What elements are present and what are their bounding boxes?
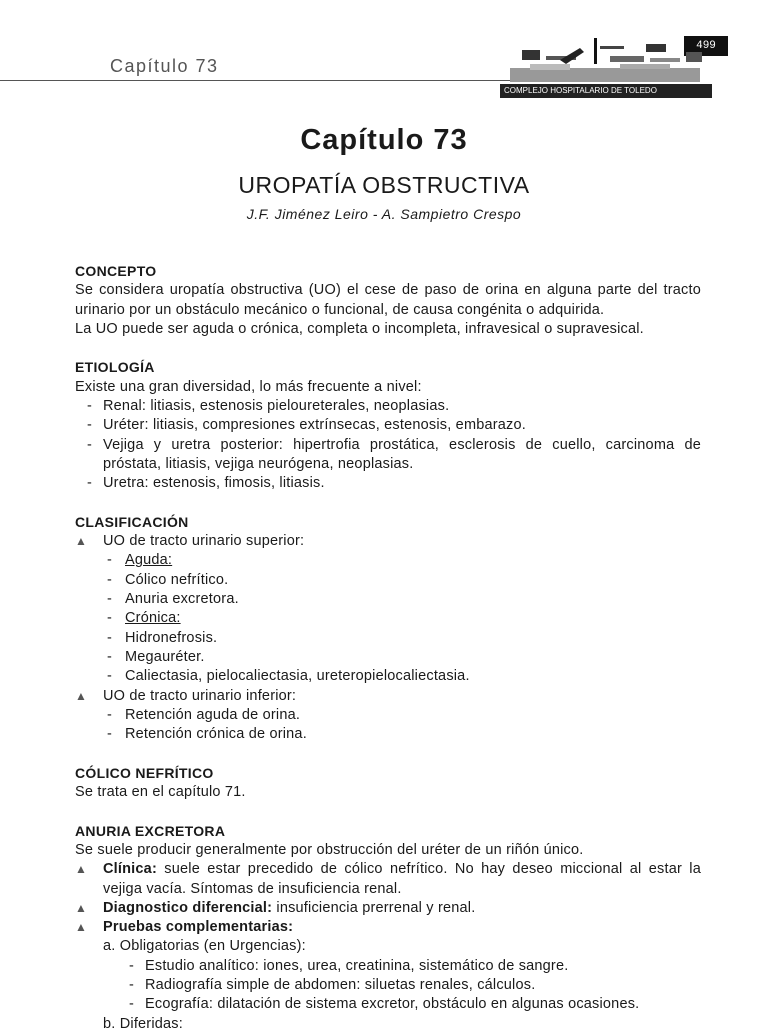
list-item [75, 551, 701, 570]
list-item: - Caliectasia, pielocaliectasia, ureteropielocaliectasia. [75, 667, 701, 686]
list-item: - Retención aguda de orina. [75, 706, 701, 725]
paragraph: Existe una gran diversidad, lo más frecuente a nivel: [75, 378, 422, 395]
paragraph: Se considera uropatía obstructiva (UO) el cese de paso de orina en alguna parte del tracto urinario por un obstáculo mecánico o funcional, de causa congénita o adquirida. [75, 282, 701, 318]
authors: J.F. Jiménez Leiro - A. Sampietro Crespo [246, 206, 522, 222]
label-aguda: Aguda: [125, 552, 173, 569]
list-item [75, 899, 701, 918]
heading-anuria: ANURIA EXCRETORA [75, 822, 226, 839]
label-diagnostico: Diagnostico diferencial: [103, 899, 273, 916]
paragraph: La UO puede ser aguda o crónica, completa o incompleta, infravesical o supravesical. [75, 320, 644, 337]
list-item: - Ecografía: dilatación de sistema excretor, obstáculo en algunas ocasiones. [75, 995, 701, 1014]
list-item: - Estudio analítico: iones, urea, creatinina, sistemático de sangre. [75, 957, 701, 976]
list-item: b. Diferidas: [103, 1015, 183, 1032]
paragraph: Se trata en el capítulo 71. [75, 784, 246, 801]
list-item: - Hidronefrosis. [75, 629, 701, 648]
label-clinica: Clínica: [103, 861, 157, 878]
running-head: Capítulo 73 [110, 56, 219, 76]
list-item: - Vejiga y uretra posterior: hipertrofia prostática, esclerosis de cuello, carcinoma de próstata, litiasis, vejiga neurógena, neoplasias. [75, 436, 701, 475]
diag-text: insuficiencia prerrenal y renal. [276, 899, 476, 916]
logo-text: COMPLEJO HOSPITALARIO DE TOLEDO [504, 86, 657, 95]
heading-concepto: CONCEPTO [75, 263, 157, 279]
header-rule [0, 80, 520, 81]
list-item: - Uretra: estenosis, fimosis, litiasis. [75, 474, 701, 493]
list-item: - Uréter: litiasis, compresiones extrínsecas, estenosis, embarazo. [75, 416, 701, 435]
list-item: - Anuria excretora. [75, 590, 701, 609]
list-item [75, 860, 701, 899]
label-pruebas: Pruebas complementarias: [103, 919, 294, 936]
paragraph: Se suele producir generalmente por obstrucción del uréter de un riñón único. [75, 841, 584, 858]
heading-colico: CÓLICO NEFRÍTICO [75, 764, 214, 781]
list-item: - Megauréter. [75, 648, 701, 667]
list-item: - Retención crónica de orina. [75, 725, 701, 744]
heading-clasificacion: CLASIFICACIÓN [75, 513, 189, 530]
chapter-subtitle: UROPATÍA OBSTRUCTIVA [238, 172, 530, 198]
label-cronica: Crónica: [125, 610, 181, 627]
list-item: a. Obligatorias (en Urgencias): [103, 938, 306, 955]
list-item: - Renal: litiasis, estenosis pieloureterales, neoplasias. [75, 397, 701, 416]
list-item [75, 918, 701, 937]
chapter-title: Capítulo 73 [300, 124, 468, 156]
list-item: ▲ UO de tracto urinario superior: [75, 532, 701, 551]
page-number: 499 [684, 36, 728, 56]
list-item: - Cólico nefrítico. [75, 571, 701, 590]
list-item [75, 609, 701, 628]
list-item: ▲ UO de tracto urinario inferior: [75, 687, 701, 706]
body-text [75, 262, 701, 1034]
clinica-text: suele estar precedido de cólico nefrítico. No hay deseo miccional al estar la vejiga vacía. Síntomas de insuficiencia renal. [103, 861, 701, 897]
list-item: - Radiografía simple de abdomen: siluetas renales, cálculos. [75, 976, 701, 995]
heading-etiologia: ETIOLOGÍA [75, 359, 155, 376]
